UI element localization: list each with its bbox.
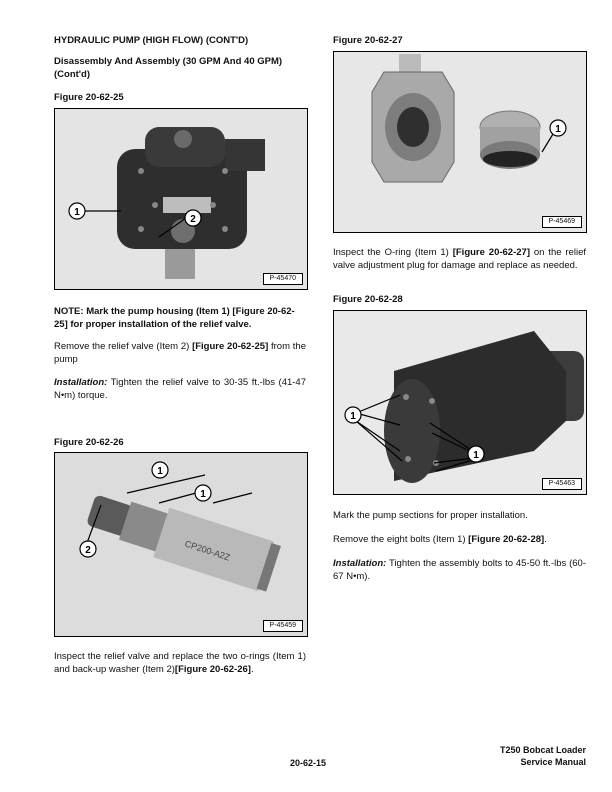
svg-text:1: 1: [555, 124, 561, 135]
note-text: Mark the pump housing (Item 1) [Figure 20-62-25] for proper installation of the relief valve.: [54, 306, 295, 330]
svg-text:1: 1: [200, 489, 206, 500]
section-subtitle: Disassembly And Assembly (30 GPM And 40 GPM) (Cont'd): [54, 56, 283, 80]
figure-28-reference: [Figure 20-62-28]: [468, 534, 545, 545]
installation-bolts-text: Installation: Tighten the assembly bolts to 45-50 ft.-lbs (60-67 N•m).: [333, 558, 586, 582]
figure-27-photo-number: P-45469: [542, 216, 582, 228]
figure-25-callout-1: [69, 203, 85, 219]
figure-25-label: Figure 20-62-25: [54, 92, 124, 103]
svg-text:2: 2: [190, 214, 196, 225]
figure-28-photo: [333, 310, 587, 495]
installation-relief-valve-text: Installation: Tighten the relief valve to 30-35 ft.-lbs (41-47 N•m) torque.: [54, 377, 306, 401]
figure-27-photo: [333, 51, 587, 233]
figure-25-reference: [Figure 20-62-25]: [192, 341, 269, 352]
remove-bolts-text: Remove the eight bolts (Item 1) [Figure 20-62-28].: [333, 534, 547, 545]
figure-25-callout-2: [185, 210, 201, 226]
figure-26-reference: [Figure 20-62-26]: [174, 663, 251, 675]
figure-25-photo-number: P-45470: [263, 273, 303, 285]
svg-text:1: 1: [473, 450, 479, 461]
figure-26-label: Figure 20-62-26: [54, 437, 124, 448]
mark-pump-sections-text: Mark the pump sections for proper installation.: [333, 510, 528, 521]
inspect-o-ring-text: Inspect the O-ring (Item 1) [Figure 20-62-27] on the relief valve adjustment plug for damage and replace as needed.: [333, 247, 586, 271]
section-title: HYDRAULIC PUMP (HIGH FLOW) (CONT'D): [54, 35, 249, 46]
svg-text:1: 1: [350, 411, 356, 422]
figure-28-callout-1b: [468, 446, 484, 462]
figure-26-photo: [54, 452, 308, 637]
figure-28-label: Figure 20-62-28: [333, 294, 403, 305]
installation-label-bolts: Installation:: [333, 558, 387, 569]
svg-text:2: 2: [85, 545, 91, 556]
figure-28-photo-number: P-45463: [542, 478, 582, 490]
remove-relief-valve-text: Remove the relief valve (Item 2) [Figure 20-62-25] from the pump: [54, 341, 306, 365]
note: [54, 306, 306, 332]
figure-27-callout-1: [550, 120, 566, 136]
svg-text:1: 1: [74, 207, 80, 218]
figure-25-photo: [54, 108, 308, 290]
footer-manual: Service Manual: [520, 756, 586, 767]
figure-28-callout-1a: [345, 407, 361, 423]
inspect-relief-valve-text: Inspect the relief valve and replace the two o-rings (Item 1) and back-up washer (Item 2)[Figure 20-62-26].: [54, 651, 306, 675]
figure-26-callout-2: [80, 541, 96, 557]
svg-text:CP200-A2Z: CP200-A2Z: [183, 538, 232, 563]
svg-text:1: 1: [157, 466, 163, 477]
footer-model: T250 Bobcat Loader: [499, 745, 586, 755]
figure-26-callout-1b: [195, 485, 211, 501]
figure-27-label: Figure 20-62-27: [333, 35, 403, 46]
footer-title: [430, 745, 586, 768]
page-number: 20-62-15: [290, 758, 327, 768]
note-prefix: NOTE:: [54, 306, 84, 317]
installation-label: Installation:: [54, 377, 108, 388]
figure-26-callout-1a: [152, 462, 168, 478]
figure-27-reference: [Figure 20-62-27]: [452, 247, 530, 258]
figure-26-photo-number: P-45459: [263, 620, 303, 632]
